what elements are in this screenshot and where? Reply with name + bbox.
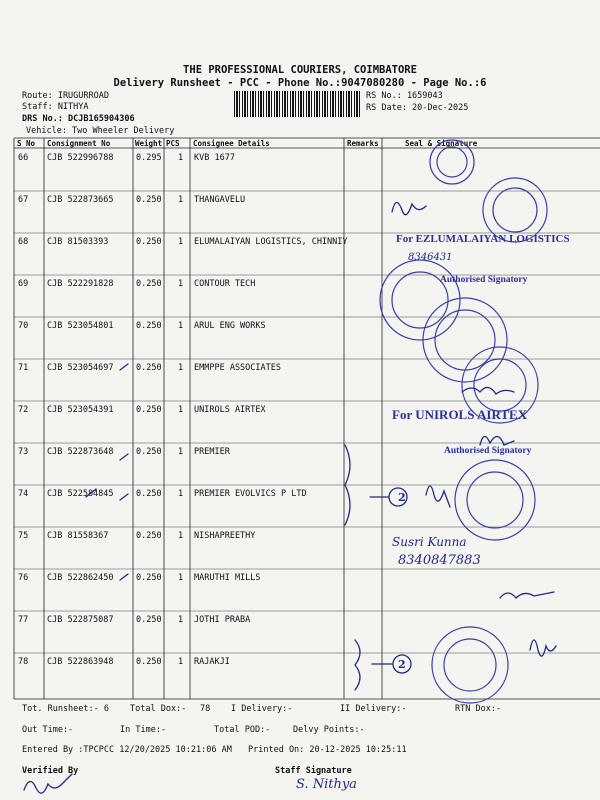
row-consignment: CJB 522873648 [47, 447, 114, 457]
row-weight: 0.250 [136, 279, 162, 289]
row-weight: 0.250 [136, 405, 162, 415]
signature-72 [480, 436, 514, 445]
row-sno: 78 [18, 657, 29, 667]
row-weight: 0.250 [136, 573, 162, 583]
company-title: THE PROFESSIONAL COURIERS, COIMBATORE [183, 64, 417, 76]
row-sno: 70 [18, 321, 29, 331]
row-pcs: 1 [178, 531, 184, 541]
out-time: Out Time:- [22, 725, 74, 735]
in-time: In Time:- [120, 725, 167, 735]
col-weight: Weight [135, 139, 163, 148]
row-sno: 77 [18, 615, 29, 625]
row-sno: 75 [18, 531, 29, 541]
row-pcs: 1 [178, 447, 184, 457]
row-pcs: 1 [178, 321, 184, 331]
row-consignee: THANGAVELU [194, 195, 246, 205]
signature-77 [530, 640, 556, 656]
row-consignment: CJB 81503393 [47, 237, 109, 247]
handwritten-name-75: Susri Kunna [392, 535, 467, 549]
row-consignee: RAJAKJI [194, 657, 230, 667]
row-consignment: CJB 81558367 [47, 531, 109, 541]
row-pcs: 1 [178, 279, 184, 289]
rs-number: RS No.: 1659043 [366, 91, 443, 101]
col-sno: S No [17, 139, 36, 148]
handwritten-phone-68: 8346431 [408, 252, 453, 263]
row-sno: 72 [18, 405, 29, 415]
row-weight: 0.250 [136, 447, 162, 457]
row-consignment: CJB 523054801 [47, 321, 114, 331]
row-weight: 0.250 [136, 531, 162, 541]
signature-67 [392, 202, 426, 214]
row-consignment: CJB 522291828 [47, 279, 114, 289]
col-consignee: Consignee Details [193, 139, 270, 148]
row-pcs: 1 [178, 615, 184, 625]
brace-77-78 [355, 640, 360, 690]
row-pcs: 1 [178, 195, 184, 205]
row-consignee: PREMIER [194, 447, 230, 457]
row-sno: 76 [18, 573, 29, 583]
stamp-elumalaiyan: For EZLUMALAIYAN LOGISTICS [396, 233, 570, 245]
row-consignee: NISHAPREETHY [194, 531, 256, 541]
verified-signature [24, 774, 72, 793]
row-sno: 67 [18, 195, 29, 205]
row-sno: 69 [18, 279, 29, 289]
row-pcs: 1 [178, 489, 184, 499]
staff-label: Staff: NITHYA [22, 102, 89, 112]
row-consignment: CJB 522862450 [47, 573, 114, 583]
col-seal-signature: Seal & Signature [405, 139, 478, 148]
row-consignment: CJB 522863948 [47, 657, 114, 667]
svg-text:2: 2 [398, 658, 406, 671]
row-pcs: 1 [178, 573, 184, 583]
runsheet-subtitle: Delivery Runsheet - PCC - Phone No.:9047080280 - Page No.:6 [113, 77, 487, 89]
row-consignee: UNIROLS AIRTEX [194, 405, 266, 415]
row-pcs: 1 [178, 405, 184, 415]
printed-on: Printed On: 20-12-2025 10:25:11 [248, 745, 407, 755]
rtn-dox: RTN Dox:- [455, 704, 502, 714]
row-consignee: PREMIER EVOLVICS P LTD [194, 489, 307, 499]
row-consignment: CJB 522996788 [47, 153, 114, 163]
row-weight: 0.250 [136, 657, 162, 667]
tot-runsheet: Tot. Runsheet:- 6 [22, 704, 109, 714]
row-sno: 66 [18, 153, 29, 163]
drs-number: DRS No.: DCJB165904306 [22, 114, 135, 124]
row-weight: 0.295 [136, 153, 162, 163]
row-pcs: 1 [178, 363, 184, 373]
row-consignee: EMMPPE ASSOCIATES [194, 363, 281, 373]
stamp-authorised-1: Authorised Signatory [440, 275, 528, 285]
rs-date: RS Date: 20-Dec-2025 [366, 103, 469, 113]
row-weight: 0.250 [136, 195, 162, 205]
signature-71 [462, 387, 514, 394]
handwritten-phone-75: 8340847883 [398, 553, 481, 568]
row-weight: 0.250 [136, 615, 162, 625]
total-dox-value: 78 [200, 704, 211, 714]
row-weight: 0.250 [136, 363, 162, 373]
stamp-unirols: For UNIROLS AIRTEX [392, 407, 528, 422]
delvy-points: Delvy Points:- [293, 725, 365, 735]
row-sno: 74 [18, 489, 29, 499]
row-sno: 73 [18, 447, 29, 457]
i-delivery: I Delivery:- [231, 704, 293, 714]
row-consignment: CJB 523054697 [47, 363, 114, 373]
brace-73-74 [345, 445, 350, 525]
row-sno: 68 [18, 237, 29, 247]
col-consignment: Consignment No [47, 139, 111, 148]
row-pcs: 1 [178, 237, 184, 247]
svg-text:2: 2 [398, 491, 406, 504]
stamp-authorised-2: Authorised Signatory [444, 446, 532, 456]
col-remarks: Remarks [347, 139, 379, 148]
row-consignment: CJB 522875087 [47, 615, 114, 625]
signature-76 [500, 592, 554, 598]
row-consignee: JOTHI PRABA [194, 615, 251, 625]
row-consignment: CJB 522584845 [47, 489, 114, 499]
ii-delivery: II Delivery:- [340, 704, 407, 714]
row-pcs: 1 [178, 657, 184, 667]
verified-by: Verified By [22, 766, 79, 776]
total-dox-label: Total Dox:- [130, 704, 187, 714]
row-consignment: CJB 523054391 [47, 405, 114, 415]
signature-74 [426, 486, 450, 507]
col-pcs: PCS [166, 139, 180, 148]
row-consignee: MARUTHI MILLS [194, 573, 261, 583]
row-pcs: 1 [178, 153, 184, 163]
total-pod: Total POD:- [214, 725, 271, 735]
row-weight: 0.250 [136, 321, 162, 331]
row-consignee: CONTOUR TECH [194, 279, 256, 289]
staff-signature: S. Nithya [296, 777, 357, 792]
row-sno: 71 [18, 363, 29, 373]
vehicle-label: Vehicle: Two Wheeler Delivery [26, 126, 175, 136]
entered-by: Entered By :TPCPCC 12/20/2025 10:21:06 AM [22, 745, 232, 755]
row-consignment: CJB 522873665 [47, 195, 114, 205]
route-label: Route: IRUGURROAD [22, 91, 109, 101]
row-weight: 0.250 [136, 237, 162, 247]
staff-signature-label: Staff Signature [275, 766, 352, 776]
row-weight: 0.250 [136, 489, 162, 499]
row-consignee: ELUMALAIYAN LOGISTICS, CHINNIY [194, 237, 348, 247]
row-consignee: ARUL ENG WORKS [194, 321, 266, 331]
row-consignee: KVB 1677 [194, 153, 235, 163]
